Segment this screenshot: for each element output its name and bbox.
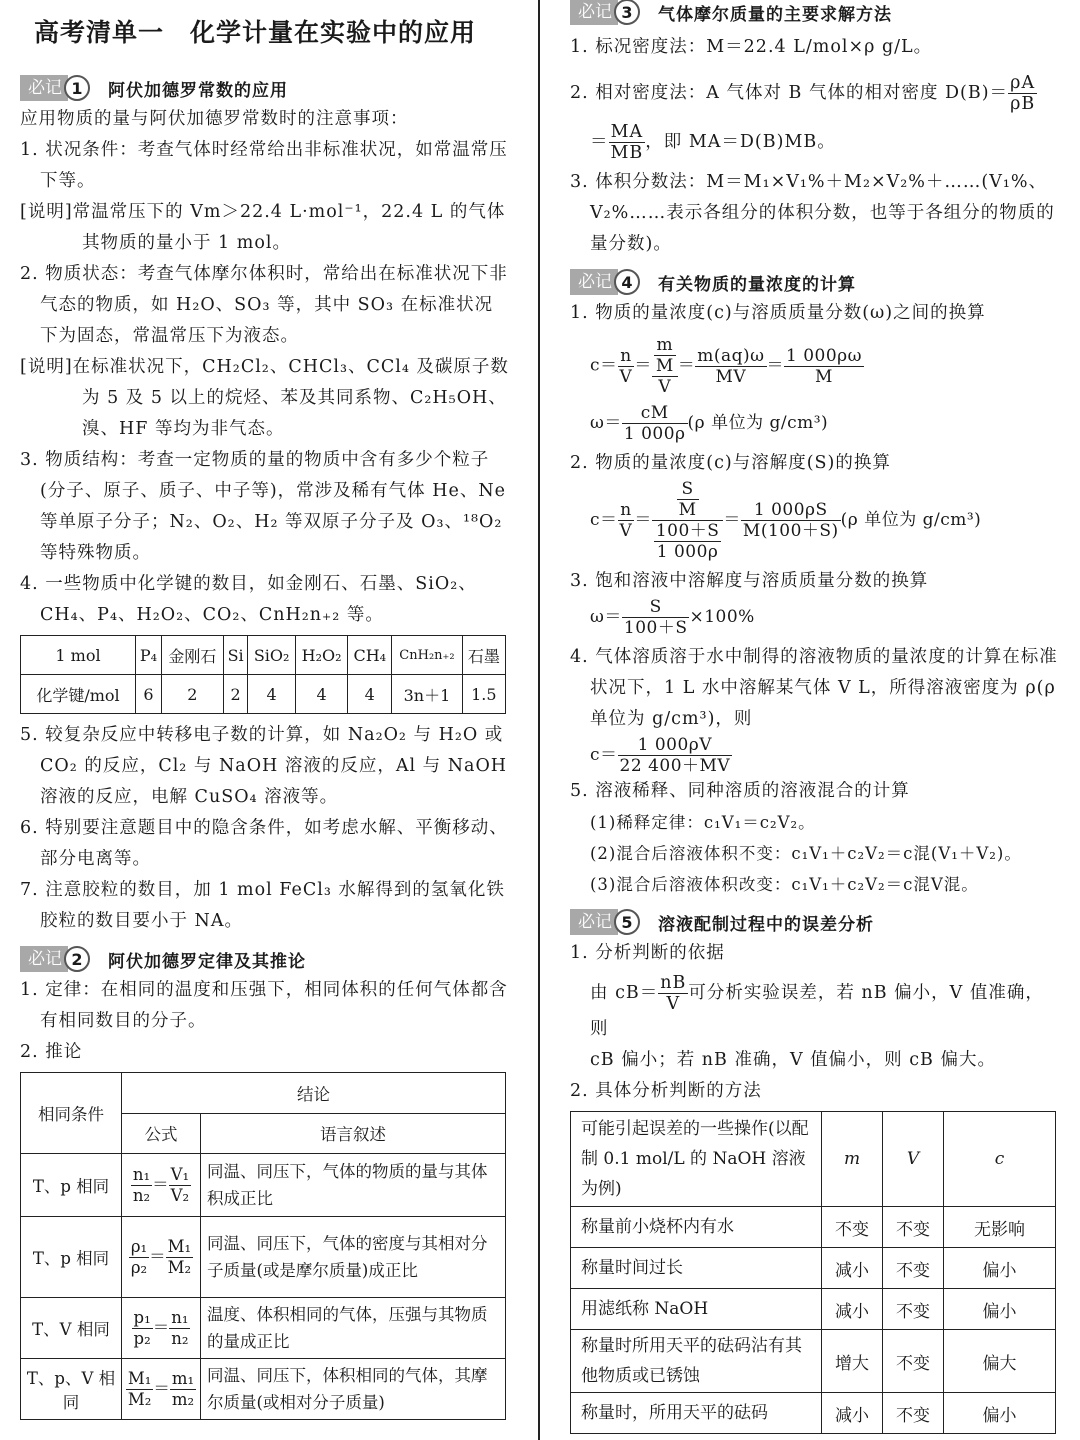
denominator: M₂: [127, 1389, 152, 1409]
list-item: (2)混合后溶液体积不变：c₁V₁＋c₂V₂＝c混(V₁＋V₂)。: [590, 844, 1022, 863]
table-row: [571, 1248, 1056, 1289]
table-cell: 减小: [822, 1393, 883, 1434]
table-cell: T、p 相同: [21, 1217, 122, 1298]
table-cell: 偏大: [944, 1330, 1056, 1393]
fraction: [654, 335, 676, 376]
fraction: [170, 1369, 196, 1410]
list-item: 2. 具体分析判断的方法: [570, 1081, 762, 1101]
denominator: M: [655, 356, 674, 376]
note: [说明]常温常压下的 Vm＞22.4 L·mol⁻¹，22.4 L 的气体其物质的量小于 1 mol。: [20, 202, 506, 253]
fraction: [622, 403, 688, 444]
table-cell: 4: [295, 675, 347, 714]
formula-c-omega: c＝ $\frac{n}{V}$ ＝ $\frac{\frac{m}{M}}{V}$ ＝ $\frac{m(aq)\omega}{MV}$ ＝ $\frac{1 000\rho\omega}{M}$: [590, 335, 863, 397]
list-item: 3. 饱和溶液中溶解度与溶质质量分数的换算: [570, 571, 929, 591]
numerator: p₁: [133, 1307, 151, 1327]
table-cell: 不变: [883, 1330, 944, 1393]
badge-label: 必记: [570, 909, 618, 935]
formula-note: (ρ 单位为 g/cm³): [687, 413, 829, 433]
denominator: V: [658, 377, 672, 397]
table-cell: SiO₂: [248, 636, 295, 675]
numerator: M₁: [127, 1368, 152, 1388]
fraction: [658, 973, 688, 1014]
formula-lhs: 由 cB＝: [590, 983, 659, 1003]
left-column: [20, 0, 510, 1426]
table-cell: 1.5: [462, 675, 505, 714]
table-cell: 不变: [883, 1289, 944, 1330]
table-row: [21, 636, 506, 675]
table-cell: 减小: [822, 1248, 883, 1289]
table-cell: P₄: [136, 636, 162, 675]
table-cell: CH₄: [348, 636, 392, 675]
formula-cell: $\frac{\text{ρ₁}}{\text{ρ₂}}$ ＝ $\frac{\text{M₁}}{\text{M₂}}$: [122, 1217, 201, 1298]
formula-lhs: ω＝: [590, 607, 622, 627]
formula-note: (ρ 单位为 g/cm³): [840, 510, 982, 530]
formula-lhs: c＝: [590, 510, 618, 530]
column-divider: [538, 0, 540, 1440]
table-cell: 4: [248, 675, 295, 714]
table-cell: 称量前小烧杯内有水: [571, 1207, 822, 1248]
numerator: MA: [609, 122, 646, 143]
table-cell: H₂O₂: [295, 636, 347, 675]
table-cell: 6: [136, 675, 162, 714]
fraction: [132, 1308, 153, 1349]
denominator: MB: [610, 143, 644, 163]
fraction: [169, 1308, 190, 1349]
denominator: M: [678, 500, 697, 520]
table-cell: 偏小: [944, 1289, 1056, 1330]
section-badge: [570, 0, 640, 25]
list-item: 6. 特别要注意题目中的隐含条件，如考虑水解、平衡移动、部分电离等。: [20, 818, 508, 869]
formula-omega: [590, 403, 1058, 444]
fraction: [618, 500, 635, 541]
list-item: 1. 状况条件：考查气体时经常给出非标准状况，如常温常压下等。: [20, 140, 508, 191]
list-item: 7. 注意胶粒的数目，加 1 mol FeCl₃ 水解得到的氢氧化铁胶粒的数目要小于 NA。: [20, 880, 505, 931]
badge-number: 1: [64, 75, 90, 101]
numerator: m(aq)ω: [697, 345, 765, 366]
numerator: nB: [660, 973, 687, 993]
paragraph: 应用物质的量与阿伏加德罗常数时的注意事项：: [20, 109, 409, 129]
list-item: (3)混合后溶液体积改变：c₁V₁＋c₂V₂＝c混V混。: [590, 875, 979, 894]
table-row: [571, 1330, 1056, 1393]
table-cell: 称量时，所用天平的砝码: [571, 1393, 822, 1434]
table-row: [21, 1073, 506, 1114]
formula-note: ×100%: [689, 607, 755, 627]
formula-line: [570, 122, 1058, 163]
numerator: n: [618, 346, 635, 367]
table-cell: 石墨: [462, 636, 505, 675]
section-title: 阿伏加德罗常数的应用: [108, 80, 288, 101]
numerator: m: [654, 335, 676, 356]
fraction: [618, 346, 635, 387]
table-cell: 同温、同压下，气体的密度与其相对分子质量(或是摩尔质量)成正比: [201, 1217, 506, 1298]
fraction: [741, 500, 841, 541]
denominator: 1 000ρ: [623, 424, 686, 444]
section-header-3: [570, 0, 1058, 28]
table-header-cell: [944, 1112, 1056, 1207]
formula-text: ，即 MA＝D(B)MB。: [645, 132, 836, 152]
denominator: 1 000ρ: [656, 542, 719, 562]
table-header-cell: 公式: [122, 1113, 201, 1154]
formula-line: [570, 973, 1058, 1045]
numerator: n: [618, 500, 635, 521]
badge-label: 必记: [570, 269, 618, 295]
numerator: ρA: [1008, 73, 1037, 94]
table-row: [21, 1154, 506, 1217]
numerator: S: [677, 479, 699, 500]
fraction: [166, 1237, 194, 1278]
section-title: 阿伏加德罗定律及其推论: [108, 951, 306, 972]
numerator: m₁: [171, 1368, 195, 1388]
table-cell: 3n＋1: [392, 675, 462, 714]
table-cell: 化学键/mol: [21, 675, 136, 714]
badge-number: 2: [64, 946, 90, 972]
table-cell: 不变: [883, 1393, 944, 1434]
list-item: 4. 一些物质中化学键的数目，如金刚石、石墨、SiO₂、CH₄、P₄、H₂O₂、CO₂、CnH₂n₊₂ 等。: [20, 574, 477, 625]
table-header-cell: [822, 1112, 883, 1207]
list-item: 3. 体积分数法：M＝M₁×V₁%＋M₂×V₂%＋……(V₁%、V₂%……表示各组分的体积分数，也等于各组分的物质的量分数)。: [570, 172, 1055, 254]
table-row: [21, 1298, 506, 1359]
table-row: [571, 1393, 1056, 1434]
table-cell: 2: [161, 675, 223, 714]
numerator: 1 000ρω: [786, 345, 863, 366]
fraction: [695, 346, 766, 387]
equals: ＝: [590, 132, 609, 152]
fraction: [618, 735, 733, 776]
denominator: M: [815, 366, 833, 387]
denominator: V: [619, 366, 633, 387]
formula-cell: $\frac{\text{p₁}}{\text{p₂}}$ ＝ $\frac{\text{n₁}}{\text{n₂}}$: [122, 1298, 201, 1359]
denominator: V: [666, 994, 681, 1014]
fraction: [652, 335, 678, 397]
numerator: n₁: [171, 1307, 189, 1327]
header-m: m: [843, 1149, 861, 1169]
denominator: M(100＋S): [742, 521, 839, 541]
paragraph: cB 偏小；若 nB 准确，V 值偏小，则 cB 偏大。: [590, 1050, 996, 1070]
table-row: [21, 1359, 506, 1420]
table-cell: Si: [223, 636, 248, 675]
formula-lhs: ω＝: [590, 413, 622, 433]
table-header-cell: [883, 1112, 944, 1207]
badge-number: 4: [614, 269, 640, 295]
table-header-cell: 相同条件: [21, 1073, 122, 1154]
formula-cell: $\frac{\text{n₁}}{\text{n₂}}$ ＝ $\frac{\text{V₁}}{\text{V₂}}$: [122, 1154, 201, 1217]
formula-text: 可分析实验误差，若 nB 偏小，V 值准确，则: [590, 983, 1044, 1039]
table-header-cell: 可能引起误差的一些操作(以配制 0.1 mol/L 的 NaOH 溶液为例): [571, 1112, 822, 1207]
section-header-2: [20, 943, 510, 975]
list-item: 4. 气体溶质溶于水中制得的溶液物质的量浓度的计算在标准状况下，1 L 水中溶解某气体 V L，所得溶液密度为 ρ(ρ 单位为 g/cm³)，则: [570, 647, 1058, 729]
table-cell: 2: [223, 675, 248, 714]
table-cell: 偏小: [944, 1248, 1056, 1289]
badge-number: 3: [614, 0, 640, 25]
formula-cell: $\frac{\text{M₁}}{\text{M₂}}$ ＝ $\frac{\text{m₁}}{\text{m₂}}$: [122, 1359, 201, 1420]
badge-label: 必记: [570, 0, 618, 25]
table-cell: 减小: [822, 1289, 883, 1330]
numerator: [652, 479, 724, 521]
table-cell: 同温、同压下，体积相同的气体，其摩尔质量(或相对分子质量): [201, 1359, 506, 1420]
fraction: [1008, 73, 1037, 114]
denominator: m₂: [171, 1389, 195, 1409]
right-column: [570, 0, 1058, 1440]
table-cell: 同温、同压下，气体的物质的量与其体积成正比: [201, 1154, 506, 1217]
table-cell: 无影响: [944, 1207, 1056, 1248]
denominator: n₂: [132, 1185, 151, 1205]
list-item: 1. 物质的量浓度(c)与溶质质量分数(ω)之间的换算: [570, 303, 986, 323]
bond-count-table: [20, 635, 506, 714]
table-cell: T、V 相同: [21, 1298, 122, 1359]
table-cell: CnH₂n₊₂: [392, 636, 462, 675]
list-item: 1. 标况密度法：M＝22.4 L/mol×ρ g/L。: [570, 37, 933, 57]
table-header-cell: 语言叙述: [201, 1113, 506, 1154]
numerator: 1 000ρV: [618, 735, 733, 756]
table-cell: 金刚石: [161, 636, 223, 675]
denominator: MV: [715, 366, 747, 387]
section-badge: [570, 269, 640, 295]
section-header-1: [20, 72, 510, 104]
numerator: [652, 335, 678, 377]
badge-label: 必记: [20, 75, 68, 101]
numerator: ρ₁: [130, 1236, 148, 1256]
formula-lhs: c＝: [590, 355, 618, 376]
badge-number: 5: [614, 909, 640, 935]
table-cell: 1 mol: [21, 636, 136, 675]
section-badge: [20, 946, 90, 972]
denominator: V₂: [170, 1185, 190, 1205]
numerator: 1 000ρS: [741, 500, 841, 521]
formula-gas: [590, 735, 1058, 776]
section-header-4: [570, 266, 1058, 298]
list-item: (1)稀释定律：c₁V₁＝c₂V₂。: [590, 813, 816, 832]
header-v: V: [906, 1149, 920, 1169]
denominator: 100＋S: [623, 618, 688, 638]
header-c: c: [994, 1149, 1005, 1169]
list-item: 1. 分析判断的依据: [570, 943, 725, 963]
table-row: [571, 1112, 1056, 1207]
list-item: 2. 物质的量浓度(c)与溶解度(S)的换算: [570, 453, 891, 473]
table-row: [571, 1207, 1056, 1248]
fraction: [609, 122, 646, 163]
list-item: 5. 较复杂反应中转移电子数的计算，如 Na₂O₂ 与 H₂O 或 CO₂ 的反应，Cl₂ 与 NaOH 溶液的反应，Al 与 NaOH 溶液的反应，电解 CuSO₄ 溶液等。: [20, 725, 508, 807]
table-cell: 温度、体积相同的气体，压强与其物质的量成正比: [201, 1298, 506, 1359]
table-cell: 增大: [822, 1330, 883, 1393]
formula-c-s: c＝ $\frac{n}{V}$ ＝ $\frac{\frac{S}{M}}{\frac{100+S}{1 000\rho}}$ ＝ $\frac{1 000\rho S}{M(100+S)}$ (ρ 单位为 g/cm³): [590, 479, 982, 562]
section-title: 有关物质的量浓度的计算: [658, 274, 856, 295]
section-title: 溶液配制过程中的误差分析: [658, 914, 874, 935]
fraction: [131, 1165, 152, 1206]
table-cell: 不变: [822, 1207, 883, 1248]
denominator: n₂: [171, 1328, 189, 1348]
formula-lhs: c＝: [590, 745, 618, 765]
numerator: 100＋S: [655, 521, 720, 541]
table-cell: 偏小: [944, 1393, 1056, 1434]
table-cell: T、p、V 相同: [21, 1359, 122, 1420]
numerator: S: [622, 597, 690, 618]
table-cell: 称量时所用天平的砝码沾有其他物质或已锈蚀: [571, 1330, 822, 1393]
table-row: [21, 1217, 506, 1298]
denominator: V: [619, 521, 633, 541]
denominator: p₂: [133, 1328, 151, 1348]
section-header-5: [570, 906, 1058, 938]
list-item: 1. 定律：在相同的温度和压强下，相同体积的任何气体都含有相同数目的分子。: [20, 980, 508, 1031]
section-badge: [20, 75, 90, 101]
table-cell: T、p 相同: [21, 1154, 122, 1217]
fraction: [126, 1369, 154, 1410]
table-row: [571, 1289, 1056, 1330]
fraction: [654, 521, 722, 562]
denominator: ρB: [1010, 94, 1036, 114]
avogadro-inference-table: [20, 1072, 506, 1420]
table-cell: 不变: [883, 1248, 944, 1289]
fraction: [169, 1165, 192, 1206]
formula-omega-s: [590, 597, 1058, 638]
numerator: M₁: [167, 1236, 192, 1256]
list-item: 2. 物质状态：考查气体摩尔体积时，常给出在标准状况下非气态的物质，如 H₂O、SO₃ 等，其中 SO₃ 在标准状况下为固态，常温常压下为液态。: [20, 264, 508, 346]
page-title: 高考清单一 化学计量在实验中的应用: [34, 18, 477, 47]
fraction: [622, 597, 690, 638]
numerator: n₁: [132, 1164, 151, 1184]
fraction: [129, 1237, 149, 1278]
table-cell: 用滤纸称 NaOH: [571, 1289, 822, 1330]
note: [说明]在标准状况下，CH₂Cl₂、CHCl₃、CCl₄ 及碳原子数为 5 及 5 以上的烷烃、苯及其同系物、C₂H₅OH、溴、HF 等均为非气态。: [20, 357, 509, 439]
list-item-text: 2. 相对密度法：A 气体对 B 气体的相对密度 D(B)＝: [570, 83, 1009, 103]
table-row: [21, 675, 506, 714]
list-item: 3. 物质结构：考查一定物质的量的物质中含有多少个粒子(分子、原子、质子、中子等)，常涉及稀有气体 He、Ne 等单原子分子；N₂、O₂、H₂ 等双原子分子及 O₃、¹⁸O₂ 等特殊物质。: [20, 450, 507, 563]
numerator: V₁: [170, 1164, 190, 1184]
section-title: 气体摩尔质量的主要求解方法: [658, 4, 892, 25]
list-item: [570, 73, 1058, 114]
table-header-cell: 结论: [122, 1073, 506, 1114]
error-analysis-table: [570, 1111, 1056, 1434]
list-item: 5. 溶液稀释、同种溶质的溶液混合的计算: [570, 781, 910, 801]
fraction: [677, 479, 699, 520]
list-item: 2. 推论: [20, 1042, 83, 1062]
numerator: cM: [622, 403, 688, 424]
table-cell: 4: [348, 675, 392, 714]
badge-label: 必记: [20, 946, 68, 972]
fraction: [652, 479, 724, 562]
table-cell: 不变: [883, 1207, 944, 1248]
section-badge: [570, 909, 640, 935]
table-cell: 称量时间过长: [571, 1248, 822, 1289]
denominator: [652, 521, 724, 562]
denominator: ρ₂: [130, 1257, 148, 1277]
fraction: [784, 346, 864, 387]
denominator: 22 400＋MV: [619, 756, 731, 776]
denominator: M₂: [167, 1257, 192, 1277]
